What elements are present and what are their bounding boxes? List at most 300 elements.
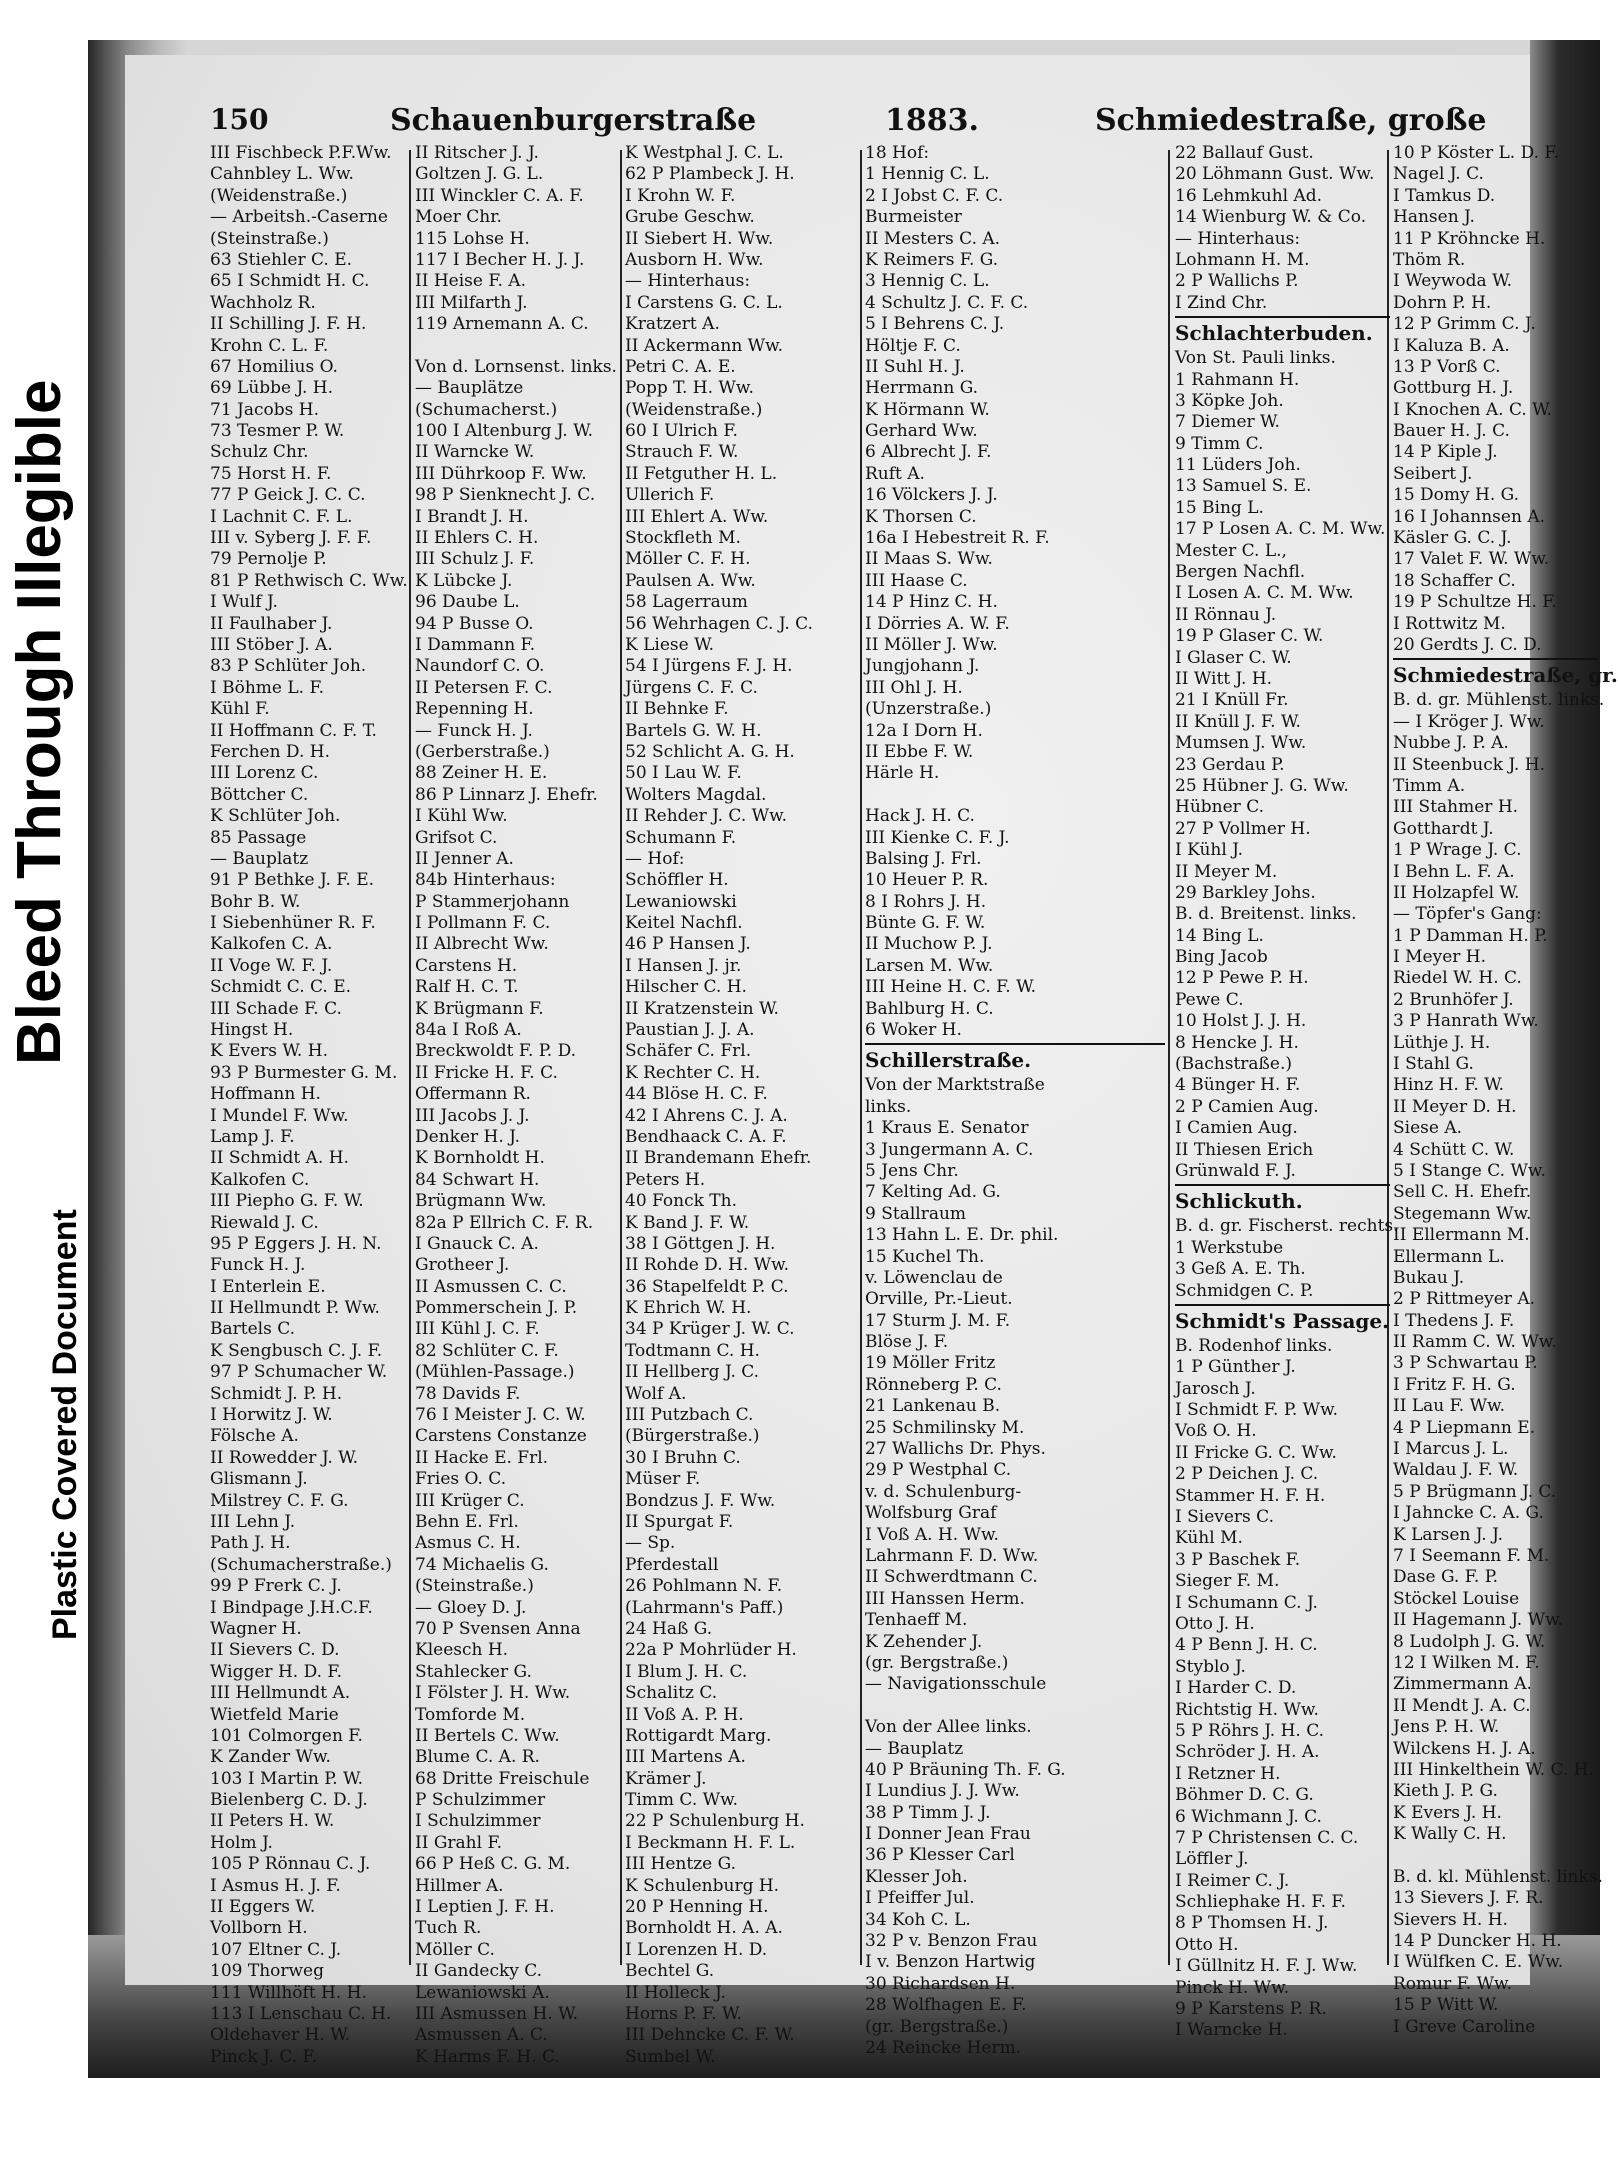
directory-line: 27 P Vollmer H.	[1175, 818, 1311, 839]
directory-line: 36 Stapelfeldt P. C.	[625, 1276, 789, 1297]
directory-line: I Donner Jean Frau	[865, 1824, 1031, 1845]
directory-line: (gr. Bergstraße.)	[865, 1652, 1009, 1673]
directory-line: 5 P Röhrs J. H. C.	[1175, 1720, 1325, 1741]
directory-line: 84a I Roß A.	[415, 1020, 522, 1041]
column-rule	[1168, 150, 1170, 1965]
directory-line: 42 I Ahrens C. J. A.	[625, 1105, 788, 1126]
column-rule	[620, 150, 622, 1965]
directory-line: I Rottwitz M.	[1393, 613, 1506, 634]
directory-line: 65 I Schmidt H. C.	[210, 271, 370, 292]
directory-line: II Bertels C. Ww.	[415, 1725, 560, 1746]
directory-line: Hoffmann H.	[210, 1084, 321, 1105]
directory-line: Grünwald F. J.	[1175, 1160, 1296, 1181]
directory-line: Schmidgen C. P.	[1175, 1280, 1314, 1301]
directory-line: II Thiesen Erich	[1175, 1139, 1314, 1160]
directory-line: K Lübcke J.	[415, 570, 513, 591]
directory-line: 20 Löhmann Gust. Ww.	[1175, 164, 1375, 185]
directory-line: Blume C. A. R.	[415, 1747, 540, 1768]
directory-line: II Schmidt A. H.	[210, 1148, 349, 1169]
column-rule	[860, 150, 862, 1965]
directory-line: K Evers J. H.	[1393, 1802, 1502, 1823]
directory-line: — Sp.	[625, 1533, 676, 1554]
directory-line: II Heise F. A.	[415, 271, 526, 292]
directory-line: I Sievers C.	[1175, 1507, 1274, 1528]
directory-line: Krohn C. L. F.	[210, 335, 329, 356]
directory-line: K Wally C. H.	[1393, 1824, 1507, 1845]
directory-line: Böttcher C.	[210, 784, 309, 805]
directory-line: B. d. gr. Mühlenst. links.	[1393, 690, 1605, 711]
directory-line: 26 Pohlmann N. F.	[625, 1576, 783, 1597]
directory-line: 16 I Johannsen A.	[1393, 506, 1546, 527]
directory-line: K Reimers F. G.	[865, 249, 999, 270]
directory-line: Schlickuth.	[1175, 1184, 1390, 1216]
left-stamp-strip	[0, 0, 84, 1680]
directory-line: — Hof:	[625, 848, 685, 869]
directory-line: Tuch R.	[415, 1918, 482, 1939]
directory-line: Ralf H. C. T.	[415, 977, 519, 998]
directory-line: II Rehder J. C. Ww.	[625, 806, 788, 827]
directory-line: II Brandemann Ehefr.	[625, 1148, 812, 1169]
directory-line: II Hacke E. Frl.	[415, 1447, 549, 1468]
directory-line: 119 Arnemann A. C.	[415, 314, 589, 335]
directory-line: Brügmann Ww.	[415, 1191, 547, 1212]
directory-line: 76 I Meister J. C. W.	[415, 1405, 586, 1426]
directory-line: II Holzapfel W.	[1393, 882, 1520, 903]
directory-line: I Reimer C. J.	[1175, 1870, 1290, 1891]
directory-line: Ullerich F.	[625, 485, 715, 506]
directory-line: III Hentze G.	[625, 1854, 737, 1875]
directory-line: Hinz H. F. W.	[1393, 1075, 1505, 1096]
directory-line: 46 P Hansen J.	[625, 934, 751, 955]
directory-line: 29 P Westphal C.	[865, 1460, 1012, 1481]
directory-line: Nagel J. C.	[1393, 164, 1484, 185]
directory-line: Schulz Chr.	[210, 442, 309, 463]
directory-line: II Kratzenstein W.	[625, 998, 779, 1019]
directory-line: 95 P Eggers J. H. N.	[210, 1233, 382, 1254]
directory-line: III Dührkoop F. Ww.	[415, 463, 587, 484]
directory-line: Orville, Pr.-Lieut.	[865, 1289, 1013, 1310]
directory-line: I Kühl J.	[1175, 840, 1244, 861]
directory-line: (Steinstraße.)	[415, 1576, 534, 1597]
directory-line: II Eggers W.	[210, 1897, 316, 1918]
directory-line: 7 Kelting Ad. G.	[865, 1182, 1001, 1203]
directory-line: 18 Schaffer C.	[1393, 570, 1516, 591]
directory-line: Jens P. H. W.	[1393, 1717, 1500, 1738]
directory-line: 2 P Camien Aug.	[1175, 1096, 1319, 1117]
directory-line: 4 Schultz J. C. F. C.	[865, 292, 1029, 313]
directory-line: Bartels G. W. H.	[625, 720, 762, 741]
directory-line: 5 I Behrens C. J.	[865, 314, 1005, 335]
directory-line: K Zander Ww.	[210, 1747, 331, 1768]
directory-line: Grifsot C.	[415, 827, 498, 848]
directory-line: Asmus C. H.	[415, 1533, 521, 1554]
directory-line: Todtmann C. H.	[625, 1340, 760, 1361]
directory-line: I Meyer H.	[1393, 947, 1487, 968]
directory-line: III Winckler C. A. F.	[415, 185, 584, 206]
directory-line: I Tamkus D.	[1393, 185, 1496, 206]
directory-line: Wilckens H. J. A.	[1393, 1738, 1536, 1759]
directory-line	[865, 1696, 1165, 1717]
directory-line: 11 P Kröhncke H.	[1393, 228, 1546, 249]
directory-line: (Lahrmann's Paff.)	[625, 1597, 784, 1618]
directory-line: II Ebbe F. W.	[865, 741, 974, 762]
directory-line: 16a I Hebestreit R. F.	[865, 528, 1050, 549]
directory-line: 30 I Bruhn C.	[625, 1447, 741, 1468]
directory-line: K Schulenburg H.	[625, 1875, 780, 1896]
directory-line: Stöckel Louise	[1393, 1588, 1520, 1609]
directory-line: II Warncke W.	[415, 442, 535, 463]
directory-line: Böhmer D. C. G.	[1175, 1785, 1314, 1806]
directory-line: Riewald J. C.	[210, 1212, 319, 1233]
directory-line: (Schumacherstraße.)	[210, 1554, 392, 1575]
directory-line: Jürgens C. F. C.	[625, 677, 758, 698]
directory-line: 40 Fonck Th.	[625, 1191, 738, 1212]
directory-line: Kühl F.	[210, 699, 270, 720]
directory-line: III Stöber J. A.	[210, 634, 333, 655]
directory-line: I Pollmann F. C.	[415, 913, 551, 934]
directory-line: 74 Michaelis G.	[415, 1554, 549, 1575]
directory-line: III Lehn J.	[210, 1512, 296, 1532]
directory-line: 78 Davids F.	[415, 1383, 521, 1404]
directory-line: I Zind Chr.	[1175, 292, 1268, 313]
directory-line: III Hanssen Herm.	[865, 1588, 1025, 1609]
directory-line: I Stahl G.	[1393, 1054, 1474, 1075]
directory-line: Jarosch J.	[1175, 1378, 1256, 1399]
directory-line: Larsen M. Ww.	[865, 955, 994, 976]
directory-line: (Mühlen-Passage.)	[415, 1362, 575, 1383]
directory-line: 77 P Geick J. C. C.	[210, 485, 366, 506]
directory-line: 9 Stallraum	[865, 1203, 967, 1224]
directory-line: III v. Syberg J. F. F.	[210, 528, 372, 549]
directory-line: B. Rodenhof links.	[1175, 1335, 1333, 1356]
directory-line: 19 P Schultze H. F.	[1393, 592, 1557, 613]
directory-line: I Hansen J. jr.	[625, 955, 742, 976]
directory-line: 58 Lagerraum	[625, 592, 748, 613]
directory-line: P Schulzimmer	[415, 1790, 546, 1811]
directory-line: Mester C. L.,	[1175, 540, 1287, 561]
directory-line: I Krohn W. F.	[625, 185, 736, 206]
directory-line: II Muchow P. J.	[865, 934, 993, 955]
directory-line: 88 Zeiner H. E.	[415, 763, 548, 784]
directory-line: Herrmann G.	[865, 378, 979, 399]
directory-line: 27 Wallichs Dr. Phys.	[865, 1439, 1046, 1460]
directory-line: III Dehncke C. F. W.	[625, 2025, 795, 2046]
directory-line: Holm J.	[210, 1832, 273, 1853]
directory-line: Breckwoldt F. P. D.	[415, 1041, 577, 1062]
directory-line: 10 P Köster L. D. F.	[1393, 143, 1559, 163]
directory-line: v. d. Schulenburg-	[865, 1481, 1022, 1502]
directory-line: 7 P Christensen C. C.	[1175, 1827, 1359, 1848]
directory-line: Hansen J.	[1393, 207, 1475, 228]
directory-line: 71 Jacobs H.	[210, 399, 319, 420]
directory-page	[125, 55, 1618, 2067]
directory-line: III Ohl J. H.	[865, 677, 963, 698]
directory-line: 6 Albrecht J. F.	[865, 442, 992, 463]
directory-line: II Voß A. P. H.	[625, 1704, 744, 1725]
directory-line: Höltje F. C.	[865, 335, 961, 356]
directory-line: Milstrey C. F. G.	[210, 1490, 349, 1511]
directory-line: 111 Willhöft H. H.	[210, 1982, 367, 2003]
directory-line: 1 Werkstube	[1175, 1237, 1284, 1258]
directory-line: P Stammerjohann	[415, 891, 570, 912]
directory-line: Schliephake H. F. F.	[1175, 1892, 1346, 1913]
directory-line: 4 Schütt C. W.	[1393, 1139, 1515, 1160]
directory-line: I Jahncke C. A. G.	[1393, 1503, 1544, 1524]
directory-line: (Gerberstraße.)	[415, 741, 550, 762]
directory-line: Pewe C.	[1175, 989, 1244, 1010]
directory-line: III Lorenz C.	[210, 763, 319, 784]
directory-line: Hack J. H. C.	[865, 806, 975, 827]
directory-line: 50 I Lau W. F.	[625, 763, 742, 784]
directory-line: Dohrn P. H.	[1393, 292, 1492, 313]
directory-line: Fölsche A.	[210, 1426, 299, 1447]
directory-line: Wolfsburg Graf	[865, 1503, 997, 1524]
directory-line: Behn E. Frl.	[415, 1512, 519, 1532]
directory-line: II Steenbuck J. H.	[1393, 754, 1545, 775]
year-title: 1883.	[885, 103, 979, 138]
directory-line: (Steinstraße.)	[210, 228, 329, 249]
directory-line: (Schumacherst.)	[415, 399, 558, 420]
directory-line: Müser F.	[625, 1469, 701, 1490]
directory-line: Krämer J.	[625, 1768, 707, 1789]
directory-line: Stammer H. F. H.	[1175, 1485, 1326, 1506]
directory-line: Keitel Nachfl.	[625, 913, 743, 934]
directory-line: 19 Möller Fritz	[865, 1353, 996, 1374]
directory-line: Naundorf C. O.	[415, 656, 545, 677]
directory-line: Siese A.	[1393, 1118, 1463, 1139]
directory-line: II Hellberg J. C.	[625, 1362, 760, 1383]
directory-line: III Hellmundt A.	[210, 1683, 351, 1704]
directory-line: Schmidt C. C. E.	[210, 977, 352, 998]
directory-line: II Behnke F.	[625, 699, 729, 720]
directory-line: K Schlüter Joh.	[210, 806, 341, 827]
directory-line: 10 Holst J. J. H.	[1175, 1011, 1307, 1032]
directory-line: Peters H.	[625, 1169, 706, 1190]
directory-line: II Meyer D. H.	[1393, 1096, 1517, 1117]
directory-line: Lamp J. F.	[210, 1126, 295, 1147]
column-rule	[409, 150, 411, 1965]
directory-line: II Albrecht Ww.	[415, 934, 549, 955]
directory-line: I Thedens J. F.	[1393, 1310, 1515, 1331]
directory-line: 68 Dritte Freischule	[415, 1768, 590, 1789]
directory-line: 16 Völckers J. J.	[865, 485, 998, 506]
directory-line: Schäfer C. Frl.	[625, 1041, 752, 1062]
directory-line: 36 P Klesser Carl	[865, 1845, 1015, 1866]
directory-line: 62 P Plambeck J. H.	[625, 164, 795, 185]
directory-line: III Piepho G. F. W.	[210, 1191, 364, 1212]
directory-line: 12 P Grimm C. J.	[1393, 314, 1536, 335]
directory-line: I Wülfken C. E. Ww.	[1393, 1952, 1564, 1973]
directory-line: 9 P Karstens P. R.	[1175, 1999, 1327, 2020]
directory-line: II Lau F. Ww.	[1393, 1396, 1505, 1417]
page-number: 150	[210, 103, 269, 136]
directory-line: Lahrmann F. D. Ww.	[865, 1546, 1039, 1566]
directory-line: 13 Hahn L. E. Dr. phil.	[865, 1225, 1059, 1246]
directory-line: 54 I Jürgens F. J. H.	[625, 656, 793, 677]
directory-line: 17 Valet F. W. Ww.	[1393, 549, 1550, 570]
directory-line: II Fricke G. C. Ww.	[1175, 1442, 1337, 1463]
directory-line: II Gandecky C.	[415, 1961, 543, 1982]
directory-line: (Weidenstraße.)	[625, 399, 763, 420]
directory-line: K Sengbusch C. J. F.	[210, 1340, 383, 1361]
directory-line: K Rechter C. H.	[625, 1062, 761, 1083]
directory-line: Grube Geschw.	[625, 207, 755, 228]
directory-line: Kalkofen C. A.	[210, 934, 333, 955]
directory-line: 1 Kraus E. Senator	[865, 1118, 1029, 1139]
directory-line: 75 Horst H. F.	[210, 463, 332, 484]
directory-line: 5 I Stange C. Ww.	[1393, 1160, 1546, 1181]
directory-line: 1 Rahmann H.	[1175, 369, 1300, 390]
directory-line: (gr. Bergstraße.)	[865, 2016, 1009, 2037]
directory-line: B. d. Breitenst. links.	[1175, 904, 1357, 925]
directory-line: — Arbeitsh.-Caserne	[210, 207, 388, 228]
directory-line: I v. Benzon Hartwig	[865, 1952, 1036, 1973]
directory-line: I Glaser C. W.	[1175, 647, 1292, 668]
directory-line: 34 Koh C. L.	[865, 1909, 971, 1930]
directory-line: 1 P Günther J.	[1175, 1357, 1296, 1378]
directory-line: I Camien Aug.	[1175, 1118, 1298, 1139]
directory-line: Timm A.	[1393, 775, 1466, 796]
directory-line: Gottburg H. J.	[1393, 378, 1514, 399]
directory-line: 98 P Sienknecht J. C.	[415, 485, 596, 506]
directory-line: Rottigardt Marg.	[625, 1725, 772, 1746]
directory-line: 79 Pernolje P.	[210, 549, 327, 570]
directory-line	[1393, 1845, 1598, 1866]
directory-line: II Voge W. F. J.	[210, 955, 333, 976]
directory-line: III Milfarth J.	[415, 292, 528, 313]
directory-line: Hübner C.	[1175, 797, 1265, 818]
directory-line: 56 Wehrhagen C. J. C.	[625, 613, 813, 634]
directory-line: Path J. H.	[210, 1533, 291, 1554]
directory-line: Schöffler H.	[625, 870, 729, 891]
directory-line: I Lorenzen H. D.	[625, 1939, 768, 1960]
directory-line: III Haase C.	[865, 570, 968, 591]
directory-line: 34 P Krüger J. W. C.	[625, 1319, 795, 1340]
directory-line: 5 P Brügmann J. C.	[1393, 1481, 1557, 1502]
directory-line: 15 Bing L.	[1175, 497, 1264, 518]
directory-line: 7 I Seemann F. M.	[1393, 1546, 1550, 1566]
directory-line: Wietfeld Marie	[210, 1704, 339, 1725]
directory-line: 14 P Hinz C. H.	[865, 592, 998, 613]
directory-line: 93 P Burmester G. M.	[210, 1062, 398, 1083]
directory-line: II Ehlers C. H.	[415, 528, 539, 549]
directory-line: Gerhard Ww.	[865, 421, 978, 442]
directory-line: Sumbel W.	[625, 2046, 716, 2067]
directory-line: II Ramm C. W. Ww.	[1393, 1332, 1557, 1353]
directory-line: II Meyer M.	[1175, 861, 1278, 882]
directory-line: Schlachterbuden.	[1175, 316, 1390, 348]
directory-line: II Hoffmann C. F. T.	[210, 720, 377, 741]
directory-line: (Bachstraße.)	[1175, 1054, 1292, 1075]
directory-line: Balsing J. Frl.	[865, 848, 982, 869]
directory-column-5	[1175, 143, 1399, 2041]
directory-line: I Kaluza B. A.	[1393, 335, 1510, 356]
directory-line: II Petersen F. C.	[415, 677, 553, 698]
directory-line: 115 Lohse H.	[415, 228, 530, 249]
directory-line: Bendhaack C. A. F.	[625, 1126, 787, 1147]
directory-line: I Losen A. C. M. Ww.	[1175, 583, 1354, 604]
directory-line: 15 P Witt W.	[1393, 1995, 1499, 2016]
directory-line: Bartels C.	[210, 1319, 296, 1340]
directory-line: Asmussen A. C.	[415, 2025, 548, 2046]
directory-line: I Böhme L. F.	[210, 677, 325, 698]
directory-line: K Thorsen C.	[865, 506, 977, 527]
directory-line: III Fischbeck P.F.Ww.	[210, 143, 392, 163]
directory-line: Burmeister	[865, 207, 962, 228]
directory-line: II Mendt J. A. C.	[1393, 1695, 1531, 1716]
directory-line: Ferchen D. H.	[210, 741, 330, 762]
directory-line: Ellermann L.	[1393, 1246, 1505, 1267]
directory-line: I Brandt J. H.	[415, 506, 529, 527]
directory-line: 4 P Liepmann E.	[1393, 1417, 1536, 1438]
directory-line: Pinck J. C. F.	[210, 2046, 318, 2067]
directory-line: II Siebert H. Ww.	[625, 228, 774, 249]
directory-line: Funck H. J.	[210, 1255, 306, 1276]
directory-line: I Fölster J. H. Ww.	[415, 1683, 571, 1704]
directory-line: Goltzen J. G. L.	[415, 164, 544, 185]
directory-line: 20 Gerdts J. C. D.	[1393, 634, 1542, 655]
directory-line: 24 Reincke Herm.	[865, 2037, 1022, 2058]
directory-line: K Ehrich W. H.	[625, 1298, 752, 1319]
directory-line: Waldau J. F. W.	[1393, 1460, 1519, 1481]
directory-line: — Hinterhaus:	[1175, 228, 1301, 249]
directory-line: 12a I Dorn H.	[865, 720, 983, 741]
directory-line: II Witt J. H.	[1175, 668, 1273, 689]
directory-line: 12 I Wilken M. F.	[1393, 1652, 1540, 1673]
directory-line: Kleesch H.	[415, 1640, 509, 1661]
directory-line: Ruft A.	[865, 463, 925, 484]
directory-line: Pinck H. Ww.	[1175, 1977, 1290, 1998]
directory-line: Stahlecker G.	[415, 1661, 532, 1682]
directory-line: 4 Bünger H. F.	[1175, 1075, 1301, 1096]
directory-line: Schumann F.	[625, 827, 737, 848]
directory-line: Bukau J.	[1393, 1267, 1465, 1288]
directory-line: III Schulz J. F.	[415, 549, 535, 570]
directory-line: Paulsen A. Ww.	[625, 570, 756, 591]
directory-line: 8 Ludolph J. G. W.	[1393, 1631, 1546, 1652]
directory-line: — Bauplatz	[865, 1738, 964, 1759]
directory-line: Lewaniowski A.	[415, 1982, 550, 2003]
directory-line: I Dammann F.	[415, 634, 536, 655]
directory-line: Popp T. H. Ww.	[625, 378, 754, 399]
left-street-title: Schauenburgerstraße	[390, 103, 757, 138]
directory-line: Ausborn H. Ww.	[625, 249, 764, 270]
directory-line: I Blum J. H. C.	[625, 1661, 748, 1682]
directory-line: K Harms F. H. C.	[415, 2046, 560, 2067]
directory-line: Schmidt's Passage.	[1175, 1304, 1390, 1336]
directory-line: 29 Barkley Johs.	[1175, 882, 1316, 903]
directory-line: 2 I Jobst C. F. C.	[865, 185, 1004, 206]
directory-line: Schmidt J. P. H.	[210, 1383, 343, 1404]
directory-line: II Ellermann M.	[1393, 1225, 1530, 1246]
directory-line: K Brügmann F.	[415, 998, 544, 1019]
directory-line: Sieger F. M.	[1175, 1571, 1280, 1592]
directory-line: 70 P Svensen Anna	[415, 1618, 581, 1639]
directory-line: v. Löwenclau de	[865, 1267, 1003, 1288]
directory-line: Von d. Lornsenst. links.	[415, 356, 617, 377]
directory-line: III Heine H. C. F. W.	[865, 977, 1036, 998]
directory-line: 99 P Frerk C. J.	[210, 1576, 342, 1597]
directory-column-3	[625, 143, 860, 2067]
directory-line: 85 Passage	[210, 827, 307, 848]
directory-line: 3 Jungermann A. C.	[865, 1139, 1034, 1160]
directory-line: 103 I Martin P. W.	[210, 1768, 363, 1789]
directory-line: 113 I Lenschau C. H.	[210, 2003, 392, 2024]
directory-line: 14 Wienburg W. & Co.	[1175, 207, 1367, 228]
directory-line: Von St. Pauli links.	[1175, 348, 1336, 369]
bleed-through-label: Bleed Through Illegible	[5, 379, 74, 1065]
directory-line: 94 P Busse O.	[415, 613, 534, 634]
